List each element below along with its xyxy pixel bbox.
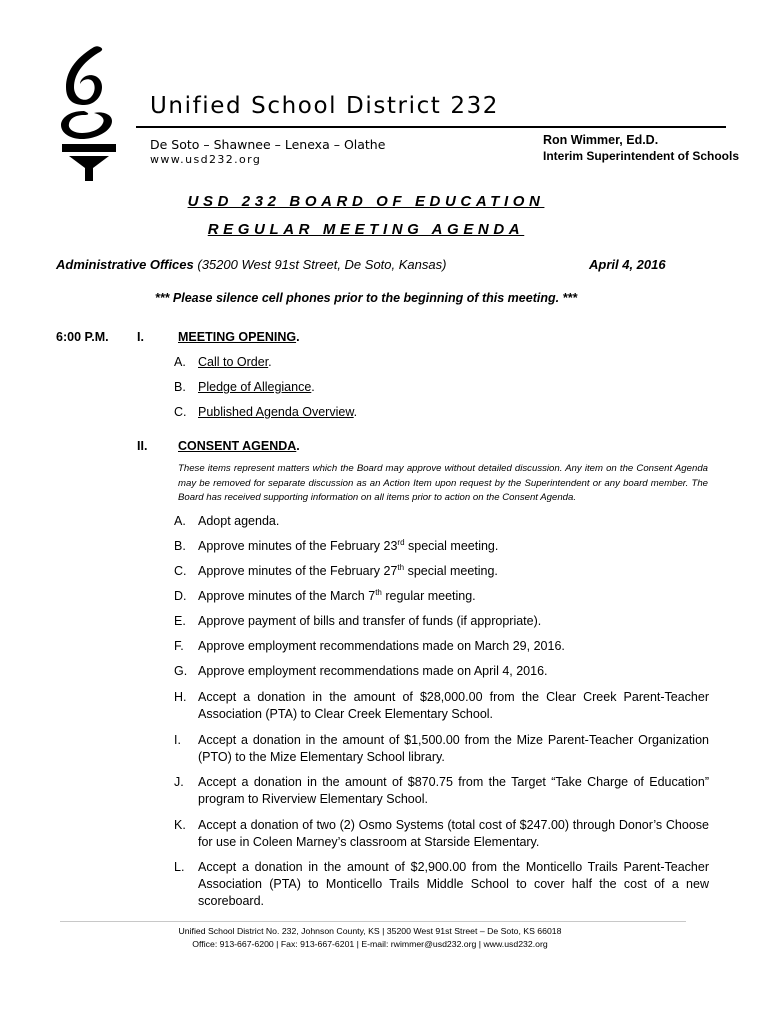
superintendent-name: Ron Wimmer, Ed.D. bbox=[543, 133, 659, 147]
meeting-time: 6:00 P.M. bbox=[56, 330, 109, 344]
item-text: Call to Order bbox=[198, 355, 269, 369]
superintendent-title: Interim Superintendent of Schools bbox=[543, 149, 740, 163]
agenda-heading-board: USD 232 BOARD OF EDUCATION bbox=[187, 193, 545, 210]
footer-address: Unified School District No. 232, Johnson County, KS | 35200 West 91st Street – De Soto, KS 66018 bbox=[178, 926, 562, 936]
section-2-title-text: CONSENT AGENDA bbox=[178, 439, 297, 453]
item-letter: D. bbox=[174, 589, 187, 603]
agenda-item bbox=[174, 663, 709, 680]
item-ordinal: th bbox=[397, 562, 405, 572]
agenda-item bbox=[174, 404, 709, 421]
agenda-item bbox=[174, 689, 709, 723]
location-label: Administrative Offices bbox=[56, 257, 194, 272]
agenda-item bbox=[174, 513, 709, 530]
section-1-title bbox=[178, 330, 300, 344]
consent-agenda-intro: These items represent matters which the Board may approve without detailed discussion. Any item on the Consent Agenda may be removed for separate discussion as an Action Item upon request by the Superintendent or any board member. The Board has received supporting information on all items prior to action on the Consent Agenda. bbox=[178, 463, 708, 504]
section-1-title-suffix: . bbox=[296, 330, 300, 344]
item-letter: F. bbox=[174, 639, 184, 653]
item-ordinal: th bbox=[375, 587, 382, 597]
item-text-end: special meeting. bbox=[404, 564, 498, 578]
item-text: Approve employment recommendations made on March 29, 2016. bbox=[198, 639, 565, 653]
item-ordinal: rd bbox=[397, 537, 405, 547]
item-letter: B. bbox=[174, 539, 186, 553]
meeting-location bbox=[56, 257, 446, 272]
item-suffix: . bbox=[353, 405, 358, 419]
agenda-item bbox=[174, 859, 709, 910]
meeting-date: April 4, 2016 bbox=[589, 257, 666, 272]
district-cities: De Soto – Shawnee – Lenexa – Olathe bbox=[150, 137, 386, 152]
agenda-item bbox=[174, 774, 709, 808]
item-text-end: regular meeting. bbox=[381, 589, 476, 603]
agenda-item bbox=[174, 538, 709, 555]
item-text: Approve payment of bills and transfer of funds (if appropriate). bbox=[198, 614, 542, 628]
cell-phone-notice: *** Please silence cell phones prior to the beginning of this meeting. *** bbox=[154, 291, 578, 305]
section-2-numeral: II. bbox=[137, 439, 148, 453]
item-text: Pledge of Allegiance bbox=[198, 380, 312, 394]
item-text: Accept a donation in the amount of $870.75 from the Target “Take Charge of Education” program to Riverview Elementary School. bbox=[198, 775, 709, 806]
agenda-item bbox=[174, 588, 709, 605]
agenda-item bbox=[174, 563, 709, 580]
section-2-title-suffix: . bbox=[296, 439, 300, 453]
agenda-heading-meeting: REGULAR MEETING AGENDA bbox=[207, 221, 525, 238]
item-letter: E. bbox=[174, 614, 186, 628]
section-1-title-text: MEETING OPENING bbox=[178, 330, 297, 344]
item-letter: C. bbox=[174, 405, 187, 419]
location-detail: (35200 West 91st Street, De Soto, Kansas) bbox=[193, 257, 447, 272]
item-letter: H. bbox=[174, 690, 187, 704]
item-suffix: . bbox=[311, 380, 315, 394]
item-letter: A. bbox=[174, 355, 186, 369]
footer-contact: Office: 913-667-6200 | Fax: 913-667-6201 | E-mail: rwimmer@usd232.org | www.usd232.org bbox=[192, 939, 548, 949]
item-text: Approve employment recommendations made on April 4, 2016. bbox=[198, 664, 548, 678]
item-letter: A. bbox=[174, 514, 186, 528]
item-text: Accept a donation of two (2) Osmo Systems (total cost of $247.00) through Donor’s Choose for use in Coleen Marney’s classroom at Starside Elementary. bbox=[198, 818, 709, 849]
item-letter: K. bbox=[174, 818, 186, 832]
agenda-item bbox=[174, 817, 709, 851]
item-letter: L. bbox=[174, 860, 185, 874]
item-letter: B. bbox=[174, 380, 186, 394]
item-letter: G. bbox=[174, 664, 188, 678]
item-text: Accept a donation in the amount of $28,000.00 from the Clear Creek Parent-Teacher Association (PTA) to Clear Creek Elementary School. bbox=[198, 690, 709, 721]
item-text: Adopt agenda. bbox=[198, 514, 280, 528]
item-text: Approve minutes of the March 7 bbox=[198, 589, 376, 603]
agenda-item bbox=[174, 638, 709, 655]
item-letter: J. bbox=[174, 775, 184, 789]
item-text: Approve minutes of the February 27 bbox=[198, 564, 398, 578]
district-torch-logo bbox=[58, 45, 120, 183]
footer-divider bbox=[60, 921, 686, 922]
district-title: Unified School District 232 bbox=[150, 93, 500, 119]
item-suffix: . bbox=[268, 355, 272, 369]
district-website: www.usd232.org bbox=[150, 153, 262, 166]
agenda-item bbox=[174, 379, 709, 396]
agenda-item bbox=[174, 613, 709, 630]
section-1-numeral: I. bbox=[137, 330, 144, 344]
item-text: Accept a donation in the amount of $1,500.00 from the Mize Parent-Teacher Organization (PTO) to the Mize Elementary School library. bbox=[198, 733, 709, 764]
header-divider bbox=[136, 126, 726, 128]
item-text-end: special meeting. bbox=[404, 539, 499, 553]
item-text: Published Agenda Overview bbox=[198, 405, 354, 419]
item-text: Accept a donation in the amount of $2,900.00 from the Monticello Trails Parent-Teacher Association (PTA) to Monticello Trails Middle School to cover half the cost of a new scoreboard. bbox=[198, 860, 709, 908]
section-2-title bbox=[178, 439, 300, 453]
item-letter: C. bbox=[174, 564, 187, 578]
item-text: Approve minutes of the February 23 bbox=[198, 539, 398, 553]
agenda-item bbox=[174, 354, 709, 371]
agenda-item bbox=[174, 732, 709, 766]
item-letter: I. bbox=[174, 733, 181, 747]
